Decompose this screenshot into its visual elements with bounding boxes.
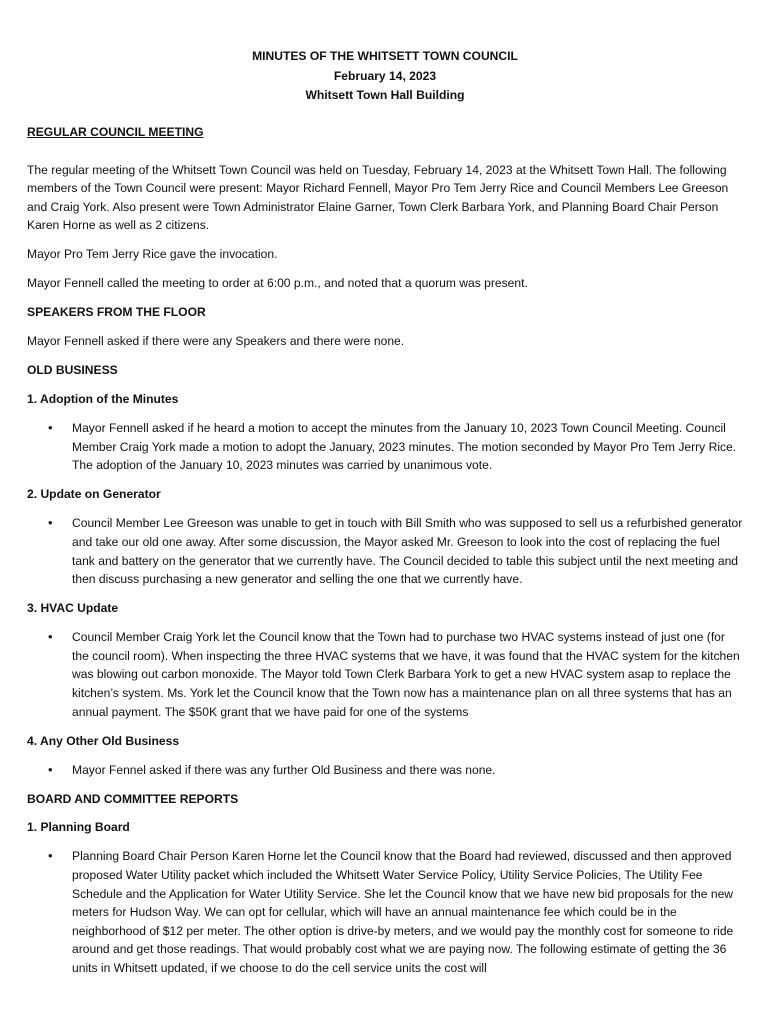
hvac-heading: 3. HVAC Update <box>27 601 119 616</box>
adoption-minutes-heading: 1. Adoption of the Minutes <box>27 392 179 407</box>
document-header <box>0 47 770 106</box>
meeting-date: February 14, 2023 <box>333 68 437 83</box>
list-item: • Planning Board Chair Person Karen Horne let the Council know that the Board had reviewed, discussed and then approved proposed Water Utility packet which included the Whitsett Water Service Policy, Utility Service Policies, The Utility Fee Schedule and the Application for Water Utility Service. She let the Council know that we have new bid proposals for the new meters for Hudson Way. We can opt for cellular, which will have an annual maintenance fee which could be in the neighborhood of $12 per meter. The other option is drive-by meters, and we would pay the monthly cost for someone to ride around and get those readings. That would probably cost what we are paying now. The following estimate of getting the 36 units in Whitsett updated, if we choose to do the cell service units the cost will <box>27 847 744 977</box>
speakers-heading: SPEAKERS FROM THE FLOOR <box>27 305 206 320</box>
generator-list <box>27 514 744 588</box>
planning-board-heading: 1. Planning Board <box>27 820 130 835</box>
invocation-paragraph: Mayor Pro Tem Jerry Rice gave the invocation. <box>27 247 278 262</box>
list-item: • Mayor Fennell asked if he heard a motion to accept the minutes from the January 10, 2023 Town Council Meeting. Council Member Craig York made a motion to adopt the January, 2023 minutes. The motion seconded by Mayor Pro Tem Jerry Rice. The adoption of the January 10, 2023 minutes was carried by unanimous vote. <box>27 419 744 475</box>
hvac-list <box>27 628 744 721</box>
planning-board-list <box>27 847 744 977</box>
list-item: • Mayor Fennel asked if there was any further Old Business and there was none. <box>27 761 744 780</box>
document-title: MINUTES OF THE WHITSETT TOWN COUNCIL <box>252 49 518 63</box>
intro-paragraph: The regular meeting of the Whitsett Town Council was held on Tuesday, February 14, 2023 at the Whitsett Town Hall. The following members of the Town Council were present: Mayor Richard Fennell, Mayor Pro Tem Jerry Rice and Council Members Lee Greeson and Craig York. Also present were Town Administrator Elaine Garner, Town Clerk Barbara York, and Planning Board Chair Person Karen Horne as well as 2 citizens. <box>27 162 729 233</box>
other-old-business-heading: 4. Any Other Old Business <box>27 733 180 748</box>
old-business-heading: OLD BUSINESS <box>27 363 118 378</box>
speakers-paragraph: Mayor Fennell asked if there were any Speakers and there were none. <box>27 334 405 349</box>
document-body <box>27 123 744 988</box>
call-to-order-paragraph: Mayor Fennell called the meeting to order at 6:00 p.m., and noted that a quorum was present. <box>27 276 528 291</box>
adoption-minutes-list <box>27 419 744 475</box>
list-item: • Council Member Lee Greeson was unable to get in touch with Bill Smith who was supposed to sell us a refurbished generator and take our old one away. After some discussion, the Mayor asked Mr. Greeson to look into the cost of replacing the fuel tank and battery on the generator that we currently have. The Council decided to table this subject until the next meeting and then discuss purchasing a new generator and selling the one that we currently have. <box>27 514 744 588</box>
generator-heading: 2. Update on Generator <box>27 487 161 502</box>
other-old-business-list <box>27 761 744 780</box>
meeting-location: Whitsett Town Hall Building <box>305 88 465 102</box>
list-item: • Council Member Craig York let the Council know that the Town had to purchase two HVAC systems instead of just one (for the council room). When inspecting the three HVAC systems that we have, it was found that the HVAC system for the kitchen was blowing out carbon monoxide. The Mayor told Town Clerk Barbara York to get a new HVAC system asap to replace the kitchen’s system. Ms. York let the Council know that the Town now has a maintenance plan on all three systems that has an annual payment. The $50K grant that we have paid for one of the systems <box>27 628 744 721</box>
board-reports-heading: BOARD AND COMMITTEE REPORTS <box>27 791 239 806</box>
regular-meeting-heading: REGULAR COUNCIL MEETING <box>27 125 204 139</box>
